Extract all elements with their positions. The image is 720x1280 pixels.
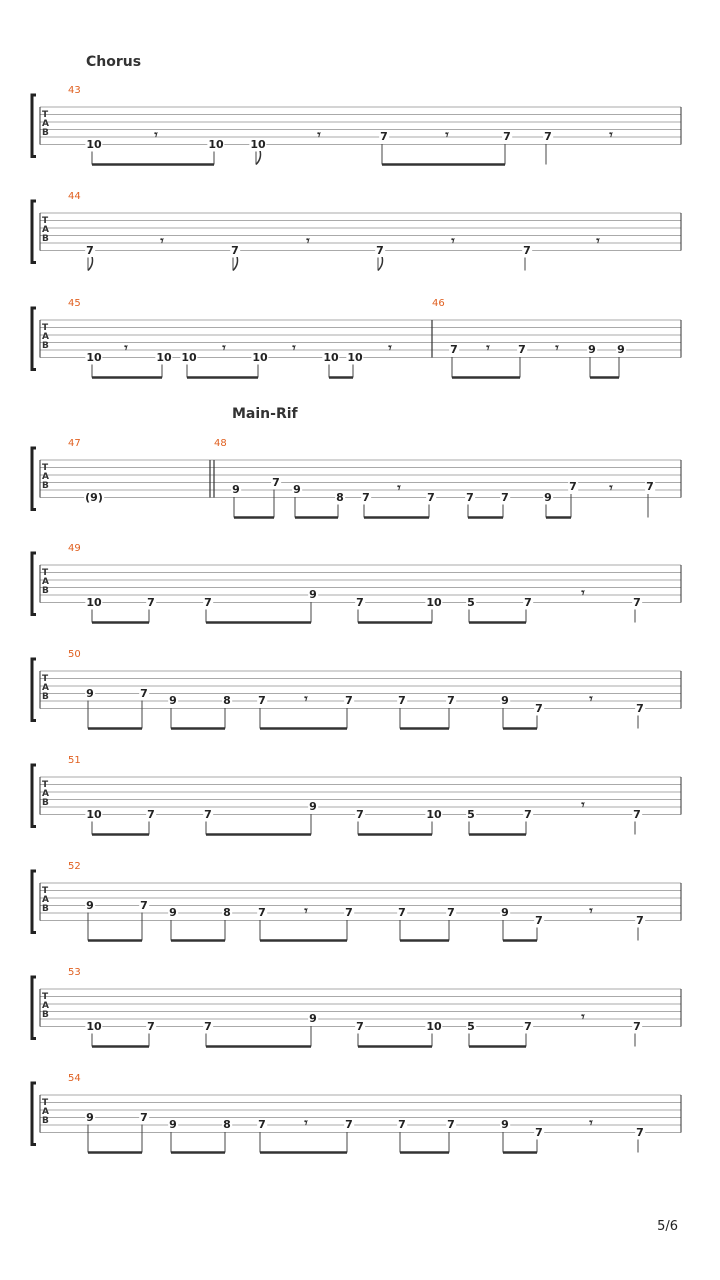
tab-system (32, 201, 681, 271)
tab-clef-letter: A (42, 1107, 49, 1117)
fret-number: 10 (426, 595, 442, 609)
system-bracket (32, 308, 36, 370)
measure-number: 44 (68, 191, 81, 202)
section-label-chorus: Chorus (86, 54, 142, 70)
tab-clef-letter: T (42, 323, 49, 333)
fret-number: 7 (86, 243, 94, 257)
tab-system (32, 1083, 681, 1153)
rest-symbol: 𝄾 (581, 586, 585, 601)
fret-number: 7 (535, 701, 543, 715)
fret-number: 7 (544, 130, 552, 143)
fret-number: 10 (252, 350, 268, 364)
tab-clef-letter: B (42, 692, 49, 702)
page-number: 5/6 (657, 1219, 678, 1234)
fret-number: 7 (427, 490, 435, 504)
fret-number: 7 (523, 243, 531, 257)
fret-number: 7 (633, 1019, 641, 1033)
system-bracket (32, 553, 36, 615)
measure-number: 47 (68, 438, 81, 449)
rest-symbol: 𝄾 (124, 341, 128, 356)
fret-number: 10 (250, 137, 266, 151)
rest-symbol: 𝄾 (304, 904, 308, 919)
fret-number: 7 (345, 1118, 353, 1131)
measure-number: 46 (432, 298, 445, 309)
tab-clef-letter: A (42, 577, 49, 587)
fret-number: 7 (258, 694, 266, 707)
fret-number: 9 (588, 343, 596, 356)
note-flag (378, 257, 383, 271)
fret-number: 10 (86, 137, 102, 151)
tab-clef-letter: A (42, 119, 49, 129)
fret-number: 7 (447, 1118, 455, 1131)
fret-number: 7 (380, 130, 388, 143)
measure-number: 50 (68, 649, 81, 660)
fret-number: 7 (204, 807, 212, 821)
section-label-main-riff: Main-Rif (232, 406, 298, 422)
rest-symbol: 𝄾 (306, 234, 310, 249)
tab-clef-letter: B (42, 1116, 49, 1126)
fret-number: 8 (223, 1118, 231, 1131)
fret-number: 7 (447, 906, 455, 919)
fret-number: 7 (633, 595, 641, 609)
rest-symbol: 𝄾 (397, 481, 401, 496)
rest-symbol: 𝄾 (388, 341, 392, 356)
fret-number: 9 (617, 343, 625, 356)
fret-number: 10 (181, 350, 197, 364)
note-flag (256, 151, 261, 165)
fret-number: (9) (85, 490, 103, 504)
fret-number: 7 (147, 595, 155, 609)
measure-number: 49 (68, 543, 81, 554)
rest-symbol: 𝄾 (596, 234, 600, 249)
measure-number: 48 (214, 438, 227, 449)
measure-number: 53 (68, 967, 81, 978)
tab-clef-letter: A (42, 225, 49, 235)
fret-number: 5 (467, 807, 475, 821)
fret-number: 9 (309, 588, 317, 601)
tab-clef-letter: T (42, 568, 49, 578)
fret-number: 9 (86, 1110, 94, 1124)
fret-number: 7 (356, 807, 364, 821)
fret-number: 7 (345, 694, 353, 707)
system-bracket (32, 765, 36, 827)
fret-number: 7 (633, 807, 641, 821)
fret-number: 7 (524, 807, 532, 821)
fret-number: 7 (272, 475, 280, 489)
tab-clef-letter: B (42, 128, 49, 138)
tab-clef-letter: T (42, 992, 49, 1002)
tab-clef-letter: T (42, 886, 49, 896)
fret-number: 5 (467, 595, 475, 609)
fret-number: 7 (636, 1125, 644, 1139)
fret-number: 9 (169, 906, 177, 919)
tab-system (32, 448, 681, 518)
rest-symbol: 𝄾 (589, 904, 593, 919)
measure-number: 45 (68, 298, 81, 309)
rest-symbol: 𝄾 (589, 1116, 593, 1131)
fret-number: 9 (232, 483, 240, 496)
tab-clef-letter: B (42, 1010, 49, 1020)
fret-number: 10 (86, 595, 102, 609)
fret-number: 7 (356, 1019, 364, 1033)
fret-number: 7 (258, 1118, 266, 1131)
fret-number: 7 (466, 490, 474, 504)
measure-number: 43 (68, 85, 81, 96)
fret-number: 7 (501, 490, 509, 504)
tab-system (32, 95, 681, 165)
fret-number: 7 (140, 898, 148, 912)
fret-number: 9 (86, 686, 94, 700)
fret-number: 7 (231, 243, 239, 257)
fret-number: 9 (309, 800, 317, 813)
measure-number: 52 (68, 861, 81, 872)
system-bracket (32, 659, 36, 721)
fret-number: 7 (524, 1019, 532, 1033)
fret-number: 7 (503, 130, 511, 143)
fret-number: 9 (86, 898, 94, 912)
tab-system (32, 659, 681, 729)
fret-number: 7 (140, 686, 148, 700)
fret-number: 7 (398, 694, 406, 707)
fret-number: 8 (223, 694, 231, 707)
measure-number: 54 (68, 1073, 81, 1084)
fret-number: 10 (347, 350, 363, 364)
note-flag (88, 257, 93, 271)
tab-clef-letter: B (42, 481, 49, 491)
rest-symbol: 𝄾 (154, 128, 158, 143)
fret-number: 7 (535, 1125, 543, 1139)
fret-number: 7 (362, 490, 370, 504)
system-bracket (32, 448, 36, 510)
tab-clef-letter: A (42, 789, 49, 799)
rest-symbol: 𝄾 (222, 341, 226, 356)
note-flag (233, 257, 238, 271)
tab-clef-letter: B (42, 234, 49, 244)
fret-number: 9 (169, 1118, 177, 1131)
tab-clef-letter: A (42, 683, 49, 693)
rest-symbol: 𝄾 (304, 1116, 308, 1131)
tab-clef-letter: B (42, 586, 49, 596)
tab-clef-letter: T (42, 463, 49, 473)
fret-number: 9 (501, 906, 509, 919)
tab-clef-letter: T (42, 674, 49, 684)
rest-symbol: 𝄾 (317, 128, 321, 143)
fret-number: 7 (447, 694, 455, 707)
tab-clef-letter: A (42, 472, 49, 482)
tab-clef-letter: A (42, 1001, 49, 1011)
fret-number: 7 (524, 595, 532, 609)
rest-symbol: 𝄾 (451, 234, 455, 249)
tab-system (32, 871, 681, 941)
tab-clef-letter: B (42, 798, 49, 808)
tab-clef-letter: B (42, 904, 49, 914)
fret-number: 10 (323, 350, 339, 364)
rest-symbol: 𝄾 (486, 341, 490, 356)
fret-number: 7 (147, 807, 155, 821)
tab-clef-letter: A (42, 895, 49, 905)
fret-number: 7 (258, 906, 266, 919)
tab-clef-letter: T (42, 216, 49, 226)
fret-number: 10 (156, 350, 172, 364)
rest-symbol: 𝄾 (304, 692, 308, 707)
fret-number: 9 (293, 483, 301, 496)
rest-symbol: 𝄾 (292, 341, 296, 356)
rest-symbol: 𝄾 (445, 128, 449, 143)
system-bracket (32, 95, 36, 157)
measure-number: 51 (68, 755, 81, 766)
rest-symbol: 𝄾 (589, 692, 593, 707)
fret-number: 7 (450, 343, 458, 356)
fret-number: 7 (204, 595, 212, 609)
fret-number: 7 (636, 913, 644, 927)
fret-number: 10 (426, 807, 442, 821)
fret-number: 7 (398, 1118, 406, 1131)
fret-number: 8 (223, 906, 231, 919)
tab-clef-letter: A (42, 332, 49, 342)
tab-clef-letter: T (42, 1098, 49, 1108)
fret-number: 7 (518, 343, 526, 356)
fret-number: 8 (336, 490, 344, 504)
fret-number: 7 (376, 243, 384, 257)
tab-clef-letter: B (42, 341, 49, 351)
rest-symbol: 𝄾 (609, 128, 613, 143)
system-bracket (32, 871, 36, 933)
fret-number: 7 (569, 480, 577, 493)
system-bracket (32, 1083, 36, 1145)
system-bracket (32, 977, 36, 1039)
rest-symbol: 𝄾 (555, 341, 559, 356)
fret-number: 7 (345, 906, 353, 919)
fret-number: 9 (501, 1118, 509, 1131)
tab-clef-letter: T (42, 780, 49, 790)
rest-symbol: 𝄾 (160, 234, 164, 249)
rest-symbol: 𝄾 (581, 798, 585, 813)
fret-number: 10 (208, 137, 224, 151)
fret-number: 7 (147, 1019, 155, 1033)
fret-number: 7 (636, 701, 644, 715)
fret-number: 10 (86, 350, 102, 364)
fret-number: 5 (467, 1019, 475, 1033)
system-bracket (32, 201, 36, 263)
tab-system (32, 308, 681, 378)
fret-number: 7 (646, 480, 654, 493)
fret-number: 9 (501, 694, 509, 707)
fret-number: 10 (86, 807, 102, 821)
fret-number: 9 (544, 490, 552, 504)
fret-number: 7 (356, 595, 364, 609)
fret-number: 7 (140, 1110, 148, 1124)
tab-clef-letter: T (42, 110, 49, 120)
fret-number: 7 (535, 913, 543, 927)
rest-symbol: 𝄾 (581, 1010, 585, 1025)
fret-number: 9 (169, 694, 177, 707)
fret-number: 10 (426, 1019, 442, 1033)
fret-number: 7 (204, 1019, 212, 1033)
fret-number: 10 (86, 1019, 102, 1033)
rest-symbol: 𝄾 (609, 481, 613, 496)
fret-number: 7 (398, 906, 406, 919)
fret-number: 9 (309, 1012, 317, 1025)
